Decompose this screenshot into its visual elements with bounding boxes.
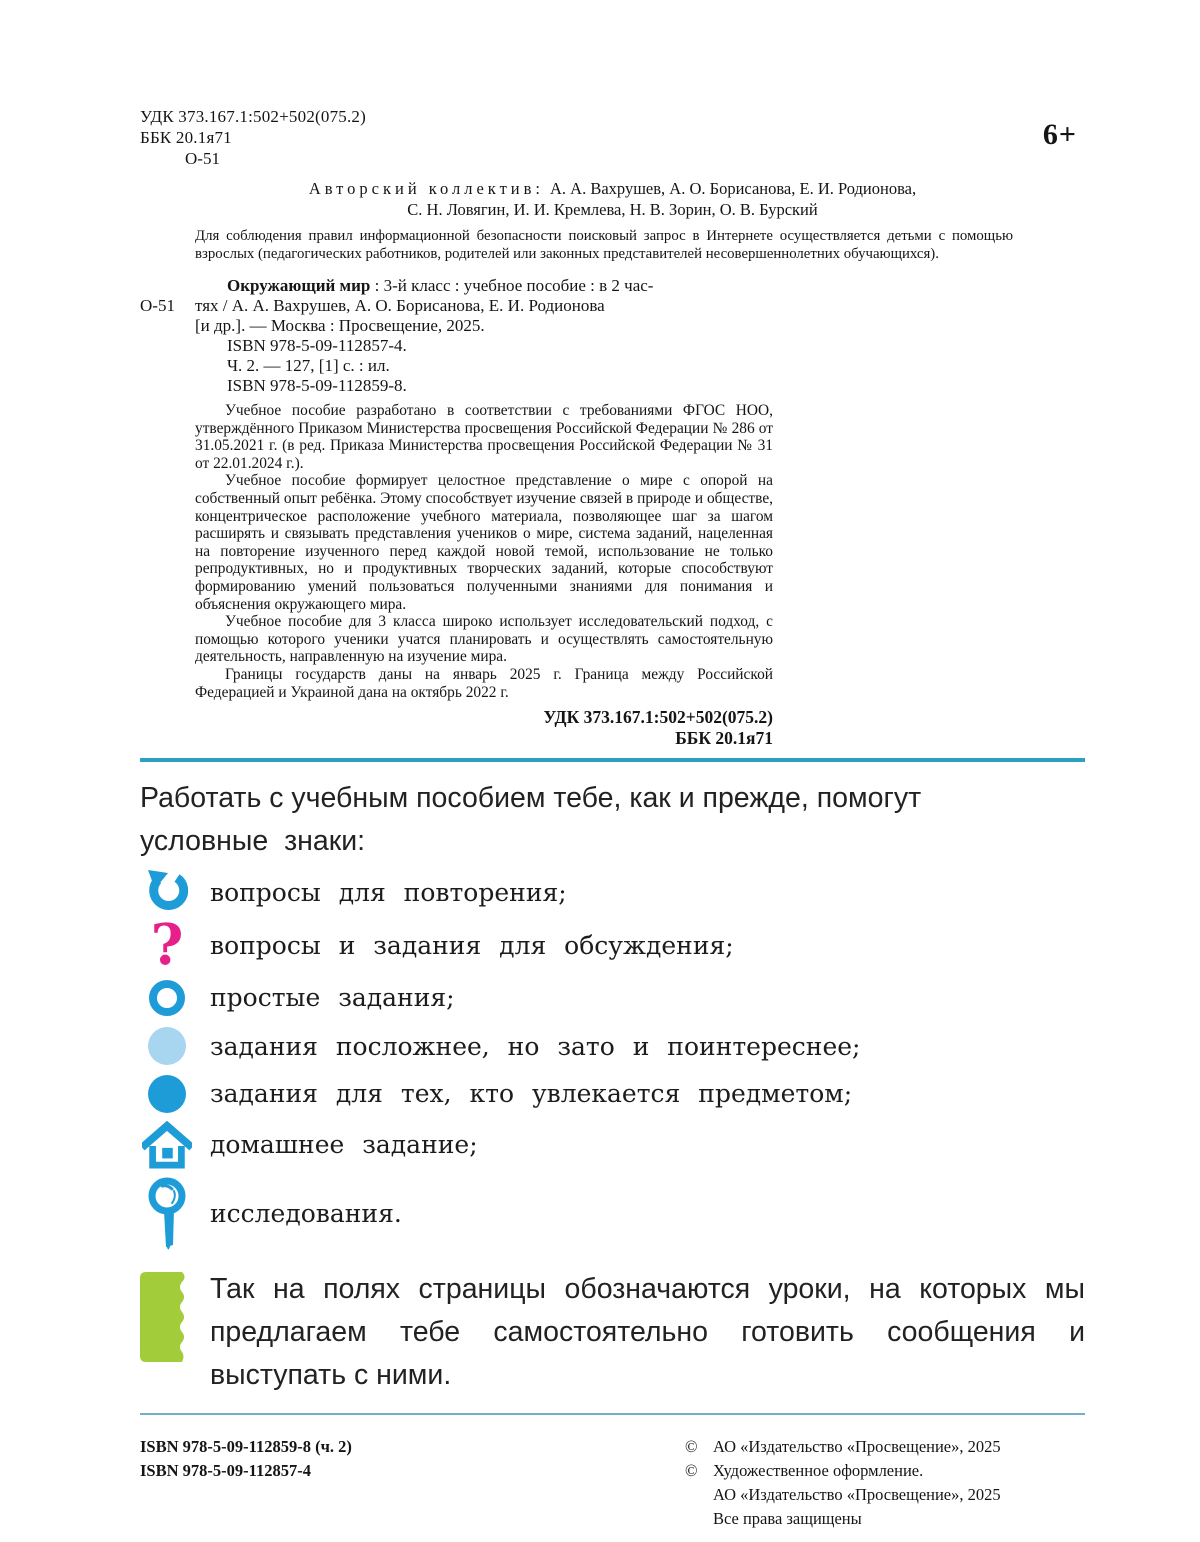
repeat-arrow-icon [140,869,194,915]
copyright-line: Все права защищены [713,1509,862,1529]
bib-line: тях / А. А. Вахрушев, А. О. Борисанова, Е. И. Родионова [195,296,605,315]
annotation-paragraph: Учебное пособие для 3 класса широко использует исследовательский подход, с помощью которого ученики учатся планировать и осуществлять самостоятельную деятельность, направленную на изучение мира. [195,613,773,666]
legend-item [140,912,1085,979]
solid-circle-icon [140,1074,194,1114]
footer-isbn-block [140,1435,685,1531]
info-security-note: Для соблюдения правил информационной безопасности поисковый запрос в Интернете осуществляется детьми с помощью взрослых (педагогических работников, родителей или законных представителей несовершеннолетних обучающихся). [195,228,1013,262]
bbk-code: ББК 20.1я71 [140,128,232,147]
footer-divider-rule [140,1413,1085,1415]
legend-item-label: задания посложнее, но зато и поинтереснее; [210,1031,861,1061]
open-circle-icon [140,978,194,1018]
udk-code-bottom: УДК 373.167.1:502+502(075.2) [543,707,773,728]
authors-block [140,178,1085,220]
udk-code: УДК 373.167.1:502+502(075.2) [140,107,366,126]
annotation-block [195,402,773,701]
copyright-text: АО «Издательство «Просвещение», 2025 [713,1437,1001,1457]
author-sign-code: О-51 [185,149,220,168]
bib-title-rest: : 3-й класс : учебное пособие : в 2 час- [370,276,654,295]
isbn-set: ISBN 978-5-09-112857-4 [140,1461,311,1481]
bbk-code-bottom: ББК 20.1я71 [675,728,773,749]
authors-names-1: А. А. Вахрушев, А. О. Борисанова, Е. И. Родионова, [550,179,917,198]
legend-item-label: вопросы и задания для обсуждения; [210,930,734,960]
magnifier-icon [140,1175,194,1251]
house-icon [140,1121,194,1169]
margin-marker-note [140,1268,1085,1397]
book-title: Окружающий мир [227,276,371,295]
authors-line-1 [140,178,1085,199]
imprint-section [140,106,1085,749]
authors-label: Авторский коллектив: [308,179,545,198]
legend-list [140,867,1085,1254]
legend-item [140,973,1085,1022]
legend-item [140,867,1085,917]
legend-item [140,1172,1085,1254]
bibliographic-entry [140,276,780,396]
copyright-sign: © [685,1461,698,1481]
question-mark-glyph: ? [150,912,184,979]
copyright-text: Художественное оформление. [713,1461,924,1481]
footer-copyright-block [685,1435,1085,1531]
legend-item [140,1070,1085,1117]
legend-item-label: простые задания; [210,983,455,1013]
section-divider-rule [140,758,1085,762]
annotation-paragraph: Учебное пособие разработано в соответствии с требованиями ФГОС НОО, утверждённого Приказом Министерства просвещения Российской Федерации № 286 от 31.05.2021 г. (в ред. Приказа Министерства просвещения Российской Федерации № 31 от 22.01.2024 г.). [195,402,773,472]
bib-part-info: Ч. 2. — 127, [1] с. : ил. [227,356,390,375]
annotation-paragraph: Границы государств даны на январь 2025 г. Граница между Российской Федерацией и Украиной дана на октябрь 2022 г. [195,665,773,701]
authors-line-2: С. Н. Ловягин, И. И. Кремлева, Н. В. Зорин, О. В. Бурский [407,200,818,219]
legend-item-label: исследования. [210,1198,402,1228]
legend-intro-line-2: условные знаки: [140,825,366,858]
bib-line: [и др.]. — Москва : Просвещение, 2025. [195,316,485,335]
light-circle-icon [140,1026,194,1066]
legend-intro-line-1: Работать с учебным пособием тебе, как и прежде, помогут [140,782,922,815]
legend-item-label: вопросы для повторения; [210,877,567,907]
annotation-paragraph: Учебное пособие формирует целостное представление о мире с опорой на собственный опыт ребёнка. Этому способствует изучение связей в природе и обществе, концентрическое расположение учебного материала, позволяющее шаг за шагом расширять и связывать представления учеников о мире, система заданий, нацеленная на повторение изученного перед каждой новой темой, использование не только репродуктивных, но и продуктивных творческих заданий, которые способствуют формированию умений пользоваться полученными знаниями для понимания и объяснения окружающего мира. [195,472,773,613]
legend-item-label: домашнее задание; [210,1130,478,1160]
legend-item [140,1117,1085,1172]
bib-line-title [195,276,780,296]
legend-intro [140,777,1085,863]
age-rating-badge: 6+ [1042,118,1077,151]
bib-isbn-1: ISBN 978-5-09-112857-4. [227,336,407,355]
copyright-sign: © [685,1437,698,1457]
bib-isbn-2: ISBN 978-5-09-112859-8. [227,376,407,395]
legend-item-label: задания для тех, кто увлекается предметом; [210,1079,853,1109]
bib-author-sign: О-51 [140,296,175,315]
question-mark-icon [140,912,194,979]
copyright-line [685,1459,1085,1483]
green-margin-marker [140,1268,194,1367]
copyright-line: АО «Издательство «Просвещение», 2025 [713,1485,1001,1505]
footer-section [140,1435,1085,1531]
legend-item [140,1022,1085,1070]
margin-marker-text: Так на полях страницы обозначаются уроки, на которых мы предлагаем тебе самостоятельно готовить сообщения и выступать с ними. [210,1273,1085,1392]
copyright-line [685,1435,1085,1459]
udk-bbk-bottom [195,707,773,749]
isbn-part2: ISBN 978-5-09-112859-8 (ч. 2) [140,1437,352,1457]
